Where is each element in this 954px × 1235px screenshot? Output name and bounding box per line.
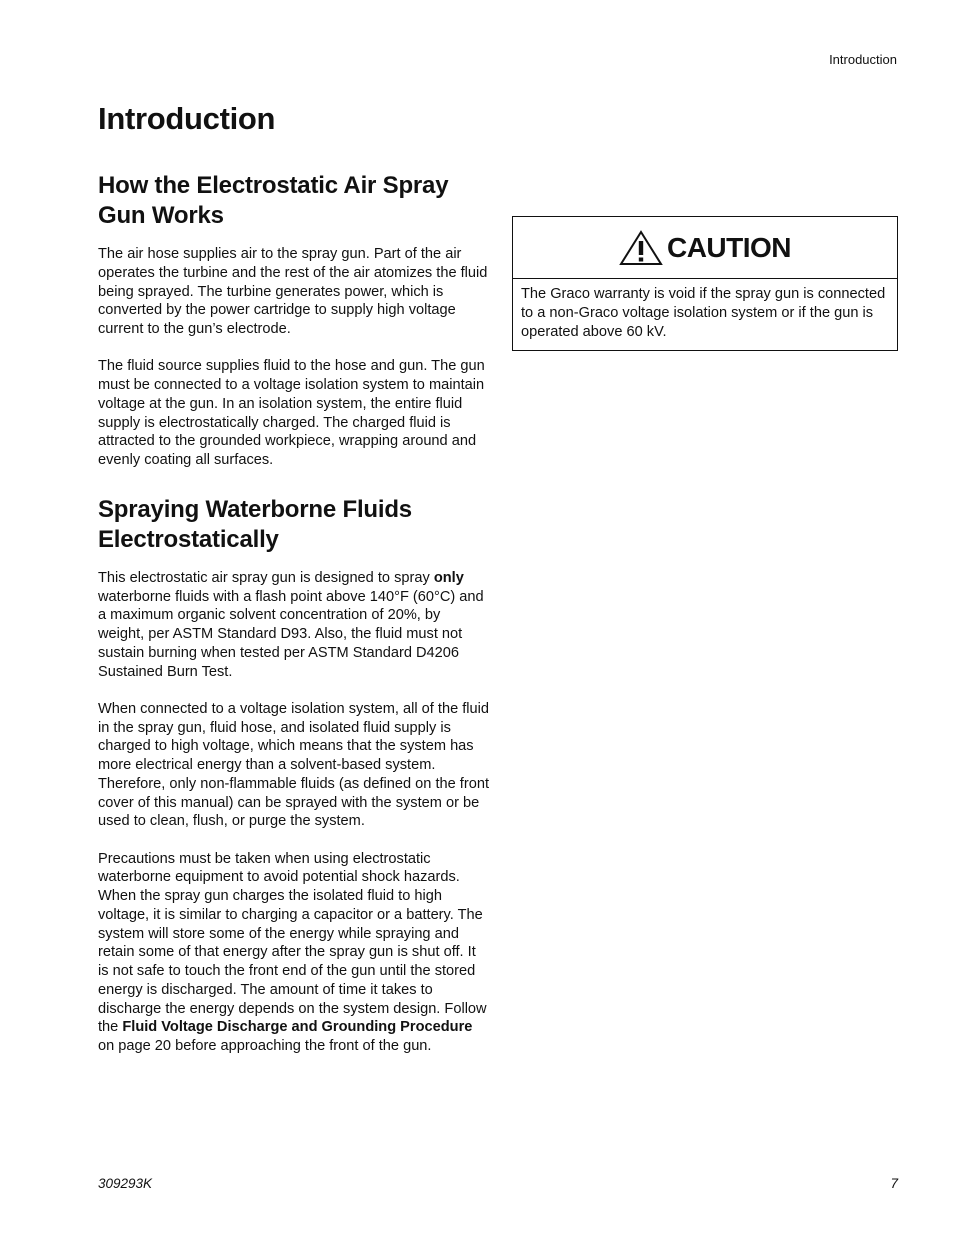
paragraph: The fluid source supplies fluid to the hose and gun. The gun must be connected to a voltage isolation system to maintain voltage at the gun. In an isolation system, the entire fluid supply is electrostatically charged. The charged fluid is attracted to the grounded workpiece, wrapping around and evenly coating all surfaces. bbox=[98, 358, 485, 468]
page-title: Introduction bbox=[98, 101, 276, 136]
section-heading-waterborne: Spraying Waterborne Fluids Electrostatically bbox=[98, 495, 412, 553]
caution-header bbox=[513, 217, 897, 279]
page-number: 7 bbox=[890, 1176, 898, 1191]
main-column bbox=[98, 171, 490, 1074]
paragraph: When connected to a voltage isolation system, all of the fluid in the spray gun, fluid hose, and isolated fluid supply is charged to high voltage, which means that the system has more electrical energy than a solvent-based system. Therefore, only non-flammable fluids (as defined on the front cover of this manual) can be sprayed with the system or be used to clean, flush, or purge the system. bbox=[98, 700, 490, 830]
text-run: waterborne fluids with a flash point above 140°F (60°C) and a maximum organic solvent concentration of 20%, by weight, per ASTM Standard D93. Also, the fluid must not sustain burning when tested per ASTM Standard D4206 Sustained Burn Test. bbox=[98, 588, 484, 680]
warning-triangle-icon bbox=[619, 230, 663, 266]
caution-text: The Graco warranty is void if the spray gun is connected to a non-Graco voltage isolation system or if the gun is operated above 60 kV. bbox=[521, 286, 886, 340]
procedure-reference: Fluid Voltage Discharge and Grounding Procedure bbox=[122, 1019, 473, 1036]
text-run: Precautions must be taken when using electrostatic waterborne equipment to avoid potential shock hazards. When the spray gun charges the isolated fluid to high voltage, it is similar to charging a capacitor or a battery. The system will store some of the energy while spraying and retain some of that energy after the spray gun is shut off. It is not safe to touch the front end of the gun until the stored energy is discharged. The amount of time it takes to discharge the energy depends on the system design. Follow the bbox=[98, 850, 487, 1036]
section-heading-how-it-works: How the Electrostatic Air Spray Gun Works bbox=[98, 172, 449, 229]
paragraph bbox=[98, 569, 490, 682]
caution-box bbox=[512, 216, 898, 351]
caution-title: CAUTION bbox=[666, 231, 792, 263]
text-run: on page 20 before approaching the front of the gun. bbox=[98, 1038, 432, 1054]
paragraph: The air hose supplies air to the spray gun. Part of the air operates the turbine and the rest of the air atomizes the fluid being sprayed. The turbine generates power, which is converted by the power cartridge to supply high voltage current to the gun’s electrode. bbox=[98, 246, 488, 337]
document-number: 309293K bbox=[98, 1176, 153, 1191]
text-run: This electrostatic air spray gun is designed to spray bbox=[98, 569, 434, 586]
emphasis-text: only bbox=[433, 569, 464, 586]
running-header: Introduction bbox=[829, 52, 897, 67]
paragraph bbox=[98, 850, 490, 1056]
